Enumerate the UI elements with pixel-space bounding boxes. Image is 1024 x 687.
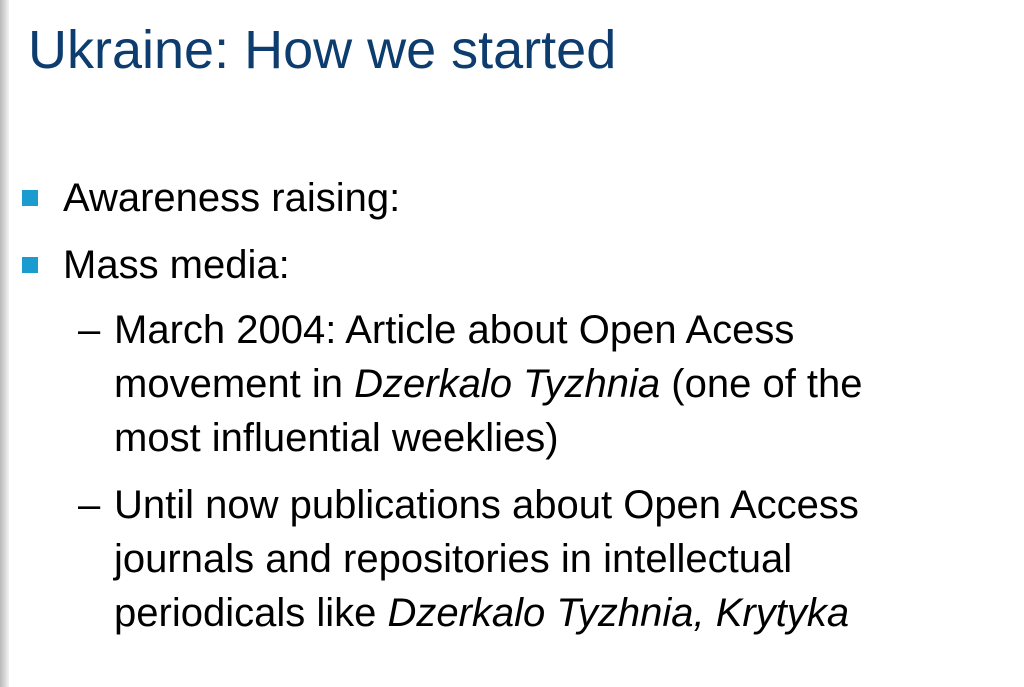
sub-bullet-line: Until now publications about Open Access <box>114 483 859 527</box>
square-bullet-icon <box>22 190 38 206</box>
square-bullet-icon <box>22 257 38 273</box>
publication-name: Dzerkalo Tyzhnia <box>354 362 661 406</box>
sub-bullet-line: March 2004: Article about Open Acess <box>114 308 795 352</box>
sub-bullet-line <box>114 586 998 640</box>
sub-bullet-until-now <box>78 478 998 640</box>
sub-bullet-text <box>114 303 998 465</box>
sub-bullet-line <box>114 357 998 411</box>
publication-names: Dzerkalo Tyzhnia, Krytyka <box>387 591 850 635</box>
sub-bullet-line: journals and repositories in intellectual <box>114 537 793 581</box>
text-segment: (one of the <box>660 362 863 406</box>
dash-bullet-icon: – <box>78 308 101 352</box>
slide-left-edge <box>0 0 9 687</box>
text-segment: movement in <box>114 362 355 406</box>
bullet-text: Awareness raising: <box>63 176 401 220</box>
bullet-text: Mass media: <box>63 243 290 287</box>
dash-bullet-icon: – <box>78 483 101 527</box>
sub-bullet-text <box>114 478 998 640</box>
sub-bullet-march-2004 <box>78 303 998 465</box>
sub-bullet-line: most influential weeklies) <box>114 416 559 460</box>
slide-title: Ukraine: How we started <box>28 20 617 80</box>
text-segment: periodicals like <box>114 591 388 635</box>
